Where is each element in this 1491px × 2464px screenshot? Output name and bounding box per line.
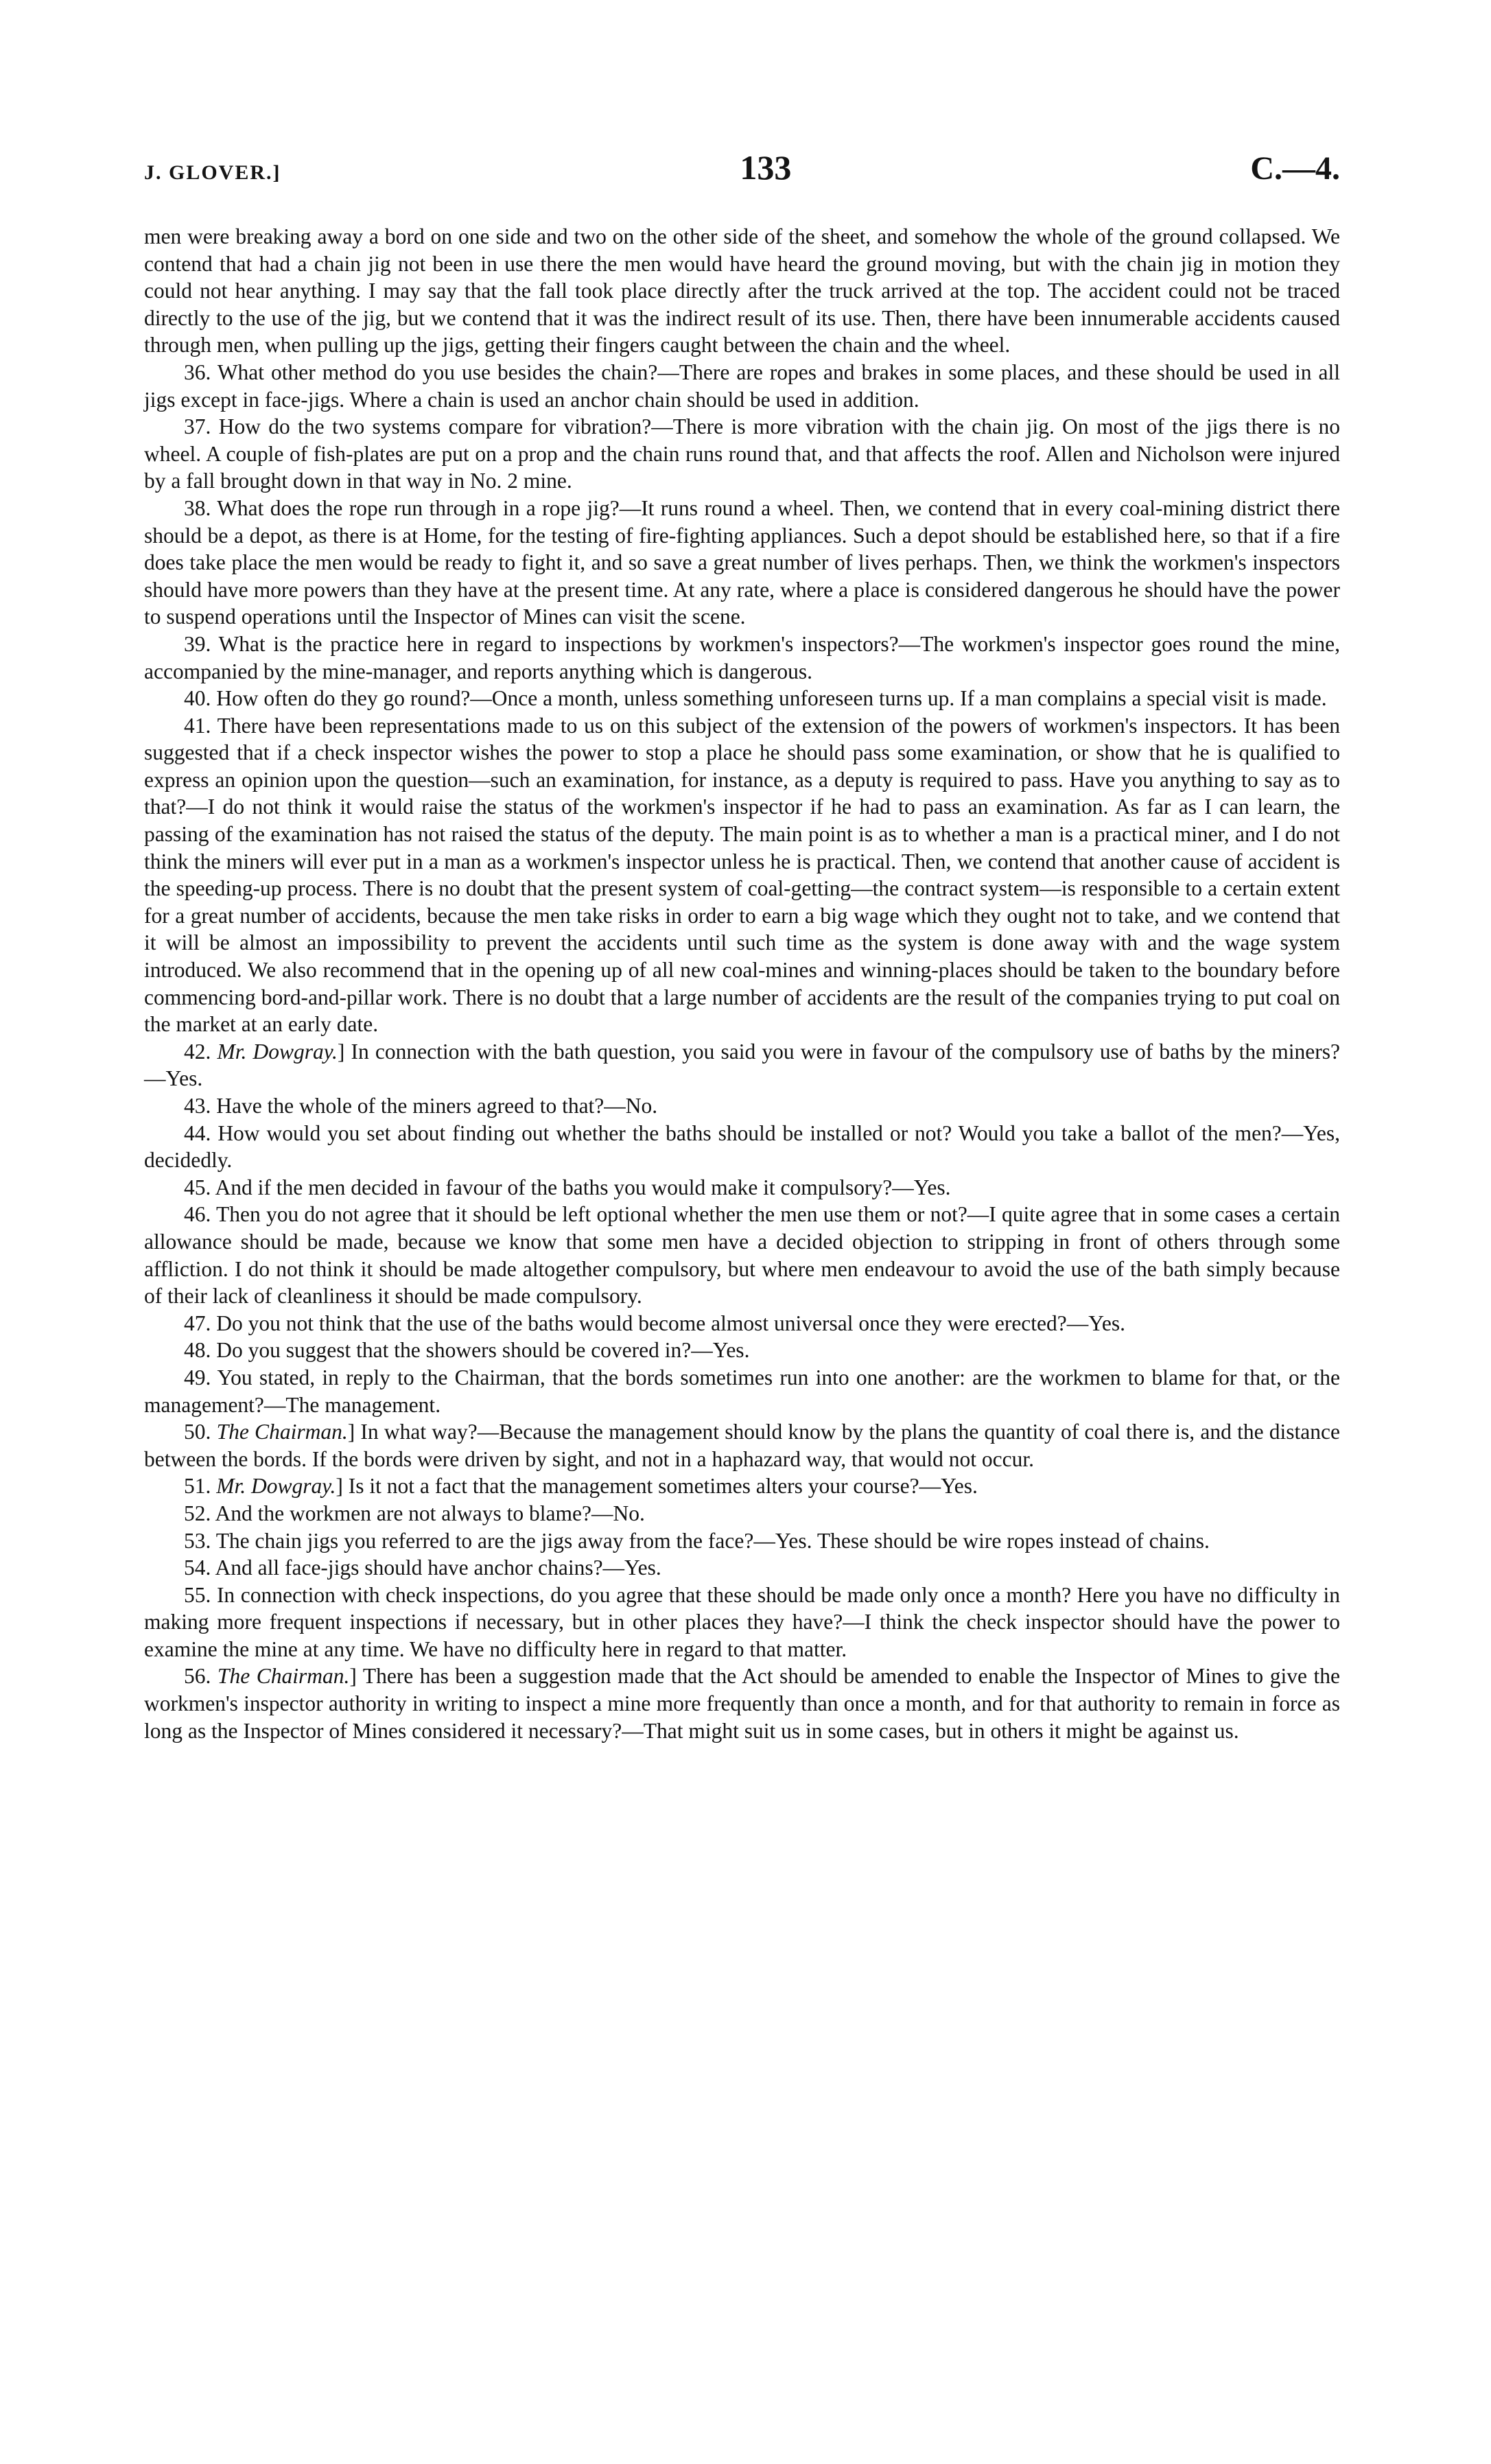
paragraph-lead: 41. (184, 713, 218, 738)
paragraph (144, 359, 1340, 413)
paragraph-lead: 48. (184, 1338, 217, 1363)
paragraph-lead: 40. (184, 686, 217, 711)
paragraph-text: There have been representations made to us on this subject of the extension of the powers of workmen's inspectors. It has been suggested that if a check inspector wishes the power to stop a place he should pass some examination, or show that he is qualified to express an opinion upon the question—such an examination, for instance, as a deputy is required to pass. Have you anything to say as to that?—I do not think it would raise the status of the workmen's inspector if he had to pass an examination. As far as I can learn, the passing of the examination has not raised the status of the deputy. The main point is as to whether a man is a practical miner, and I do not think the miners will ever put in a man as a workmen's inspector unless he is practical. Then, we contend that another cause of accident is the speeding-up process. There is no doubt that the present system of coal-getting—the contract system—is responsible to a certain extent for a great number of accidents, because the men take risks in order to earn a big wage which they ought not to take, and we contend that it will be almost an impossibility to prevent the accidents until such time as the system is done away with and the wage system introduced. We also recommend that in the opening up of all new coal-mines and winning-places should be taken to the boundary before commencing bord-and-pillar work. There is no doubt that a large number of accidents are the result of the companies trying to put coal on the market at an early date. (144, 713, 1340, 1037)
paragraph (144, 1472, 1340, 1500)
paragraph-text: ] In what way?—Because the management should know by the plans the quantity of coal there is, and the distance between the bords. If the bords were driven by sight, and not in a haphazard way, that would not occur. (144, 1420, 1340, 1471)
paragraph-lead: 54. (184, 1556, 215, 1580)
paragraph (144, 1038, 1340, 1092)
paragraph-lead: 37. (184, 414, 219, 439)
paragraph-text: And the workmen are not always to blame?—No. (215, 1501, 645, 1525)
paragraph-lead: 47. (184, 1311, 217, 1335)
paragraph-lead: 36. (184, 360, 218, 384)
paragraph-text: ] There has been a suggestion made that the Act should be amended to enable the Inspector of Mines to give the workmen's inspector authority in writing to inspect a mine more frequently than once a month, and for that authority to remain in force as long as the Inspector of Mines considered it necessary?—That might suit us in some cases, but in others it might be against us. (144, 1664, 1340, 1743)
paragraph-text: And if the men decided in favour of the baths you would make it compulsory?—Yes. (215, 1175, 951, 1199)
paragraph-speaker: Mr. Dowgray. (216, 1474, 336, 1499)
paper-reference: C.—4. (1250, 150, 1340, 187)
paragraph-lead: 39. (184, 631, 219, 656)
running-head: J. GLOVER.] (144, 161, 281, 184)
paragraph-text: How would you set about finding out whether the baths should be installed or not? Would you take a ballot of the men?—Yes, decidedly. (144, 1120, 1340, 1173)
paragraph (144, 1527, 1340, 1555)
paragraph-text: Do you not think that the use of the baths would become almost universal once they were erected?—Yes. (216, 1311, 1125, 1335)
paragraph-text: Do you suggest that the showers should be covered in?—Yes. (216, 1338, 750, 1363)
paragraph (144, 1582, 1340, 1663)
paragraph-lead: 55. (184, 1582, 217, 1607)
paragraph-lead: 42. (184, 1039, 218, 1064)
paragraph (144, 1663, 1340, 1744)
paragraph-text: You stated, in reply to the Chairman, that the bords sometimes run into one another: are the workmen to blame for that, or the management?—The management. (144, 1365, 1341, 1417)
paragraph-text: Have the whole of the miners agreed to that?—No. (216, 1094, 658, 1118)
paragraph (144, 1310, 1340, 1337)
paragraph-text: ] Is it not a fact that the management sometimes alters your course?—Yes. (336, 1474, 978, 1499)
paragraph-lead: 45. (184, 1175, 215, 1199)
page-header (144, 148, 1340, 196)
paragraph (144, 1418, 1340, 1472)
paragraph-lead: 38. (184, 495, 218, 520)
document-body (144, 223, 1340, 1744)
paragraph-text: In connection with check inspections, do you agree that these should be made only once a month? Here you have no difficulty in making more frequent inspections if necessary, but in other places they have?—I think the check inspector should have the power to examine the mine at any time. We have no difficulty here in regard to that matter. (144, 1582, 1340, 1661)
paragraph-lead: 56. (184, 1664, 218, 1689)
paragraph-lead: 52. (184, 1501, 215, 1525)
paragraph-lead: 46. (184, 1202, 217, 1227)
paragraph (144, 1364, 1340, 1418)
paragraph-text: What does the rope run through in a rope jig?—It runs round a wheel. Then, we contend that in every coal-mining district there should be a depot, as there is at Home, for the testing of fire-fighting appliances. Such a depot should be established here, so that if a fire does take place the men would be ready to fight it, and so save a great number of lives perhaps. Then, we think the workmen's inspectors should have more powers than they have at the present time. At any rate, where a place is considered dangerous he should have the power to suspend operations until the Inspector of Mines can visit the scene. (144, 495, 1340, 629)
paragraph-lead: 51. (184, 1474, 217, 1499)
page-number: 133 (740, 148, 792, 187)
paragraph (144, 1120, 1340, 1174)
paragraph-text: And all face-jigs should have anchor chains?—Yes. (215, 1556, 661, 1580)
paragraph-text: What other method do you use besides the chain?—There are ropes and brakes in some places, and these should be used in all jigs except in face-jigs. Where a chain is used an anchor chain should be used in addition. (144, 360, 1340, 412)
paragraph (144, 631, 1340, 685)
paragraph-text: What is the practice here in regard to inspections by workmen's inspectors?—The workmen's inspector goes round the mine, accompanied by the mine-manager, and reports anything which is dangerous. (144, 631, 1340, 683)
paragraph-text: How often do they go round?—Once a month, unless something unforeseen turns up. If a man complains a special visit is made. (216, 686, 1327, 711)
paragraph-speaker: The Chairman. (216, 1420, 348, 1444)
paragraph (144, 1174, 1340, 1201)
paragraph (144, 685, 1340, 712)
paragraph-lead: 50. (184, 1420, 217, 1444)
paragraph-lead: 44. (184, 1120, 218, 1145)
paragraph (144, 223, 1340, 359)
paragraph-text: men were breaking away a bord on one side and two on the other side of the sheet, and somehow the whole of the ground collapsed. We contend that had a chain jig not been in use there the men would have heard the ground moving, but with the chain jig in motion they could not hear anything. I may say that the fall took place directly after the truck arrived at the top. The accident could not be traced directly to the use of the jig, but we contend that it was the indirect result of its use. Then, there have been innumerable accidents caused through men, when pulling up the jigs, getting their fingers caught between the chain and the wheel. (144, 224, 1340, 357)
paragraph-text: ] In connection with the bath question, you said you were in favour of the compulsory use of baths by the miners?—Yes. (144, 1039, 1340, 1091)
paragraph-lead: 43. (184, 1094, 217, 1118)
paragraph-text: How do the two systems compare for vibration?—There is more vibration with the chain jig. On most of the jigs there is no wheel. A couple of fish-plates are put on a prop and the chain runs round that, and that affects the roof. Allen and Nicholson were injured by a fall brought down in that way in No. 2 mine. (144, 414, 1340, 493)
paragraph-text: Then you do not agree that it should be left optional whether the men use them or not?—I quite agree that in some cases a certain allowance should be made, because we know that some men have a decided objection to stripping in front of others through some affliction. I do not think it should be made altogether compulsory, but where men endeavour to avoid the use of the bath simply because of their lack of cleanliness it should be made compulsory. (144, 1202, 1341, 1309)
paragraph-speaker: The Chairman. (217, 1664, 350, 1689)
paragraph-lead: 49. (184, 1365, 218, 1389)
paragraph-lead: 53. (184, 1528, 216, 1553)
paragraph (144, 1500, 1340, 1527)
paragraph (144, 1337, 1340, 1364)
paragraph (144, 1201, 1340, 1309)
paragraph (144, 495, 1340, 631)
paragraph (144, 1092, 1340, 1120)
paragraph (144, 413, 1340, 495)
paragraph (144, 712, 1340, 1038)
paragraph-speaker: Mr. Dowgray. (217, 1039, 338, 1064)
paragraph (144, 1554, 1340, 1582)
paragraph-text: The chain jigs you referred to are the jigs away from the face?—Yes. These should be wire ropes instead of chains. (215, 1528, 1210, 1553)
